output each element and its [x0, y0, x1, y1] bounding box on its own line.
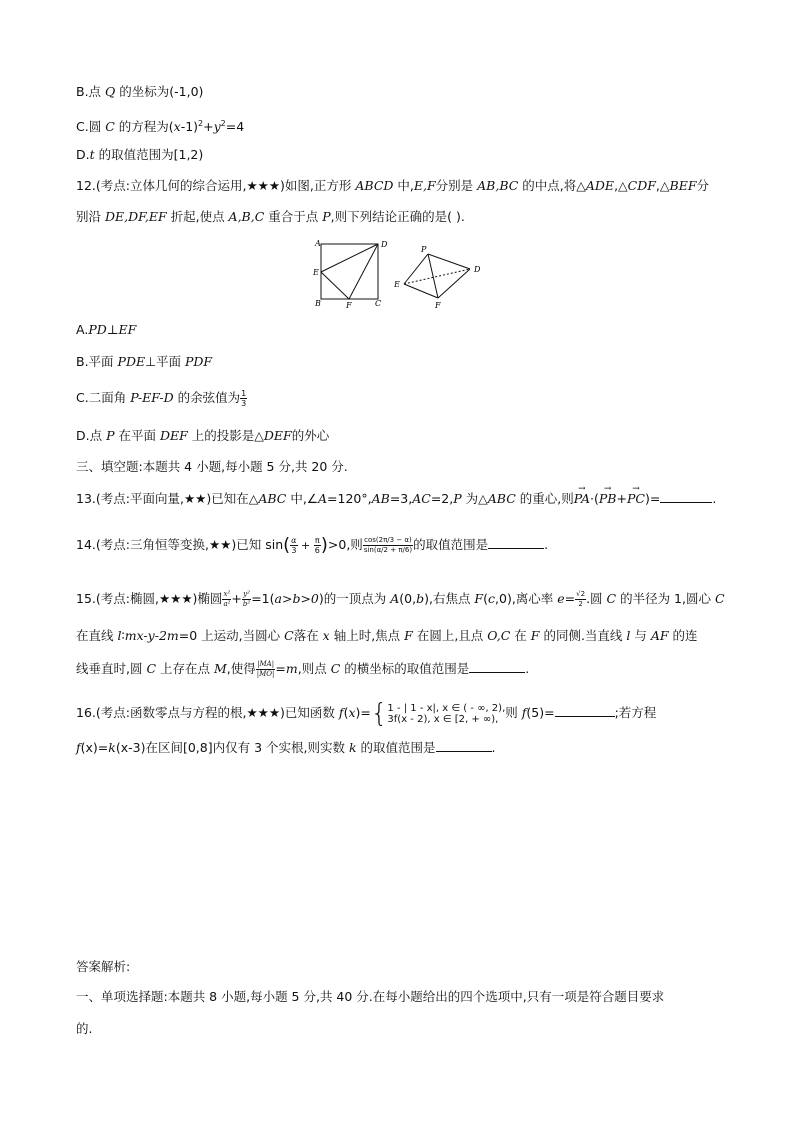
label-e2: E [394, 280, 400, 289]
label-f1: F [346, 301, 352, 310]
segment-fd2 [438, 269, 470, 298]
label-c: C [375, 299, 382, 308]
q15-line3: 线垂直时,圆 C 上存在点 M,使得 $\frac{|MA|}{|MO|}$ =m,则点 C 的横坐标的取值范围是 . [76, 660, 530, 678]
q12-option-c: C.二面角 P-EF-D 的余弦值为 $\frac{1}{3}$ [76, 389, 247, 408]
label-e1: E [313, 268, 319, 277]
piecewise-cases: 1 - | 1 - x|, x ∈ ( - ∞, 2), 3f(x - 2), x ∈ [2, + ∞), [387, 702, 506, 725]
q12-option-d: D.点 P 在平面 DEF 上的投影是△DEF的外心 [76, 428, 330, 443]
label-f2: F [435, 301, 441, 310]
label-p: P [421, 245, 427, 254]
q15-line2: 在直线 l∶mx-y-2m=0 上运动,当圆心 C落在 x 轴上时,焦点 F 在圆上,且点 O,C 在 F 的同侧.当直线 l 与 AF 的连 [76, 628, 698, 643]
q11-option-c: C.圆 C 的方程为$(x-1)^2+y^2=4$ [76, 119, 245, 135]
q15-line1: 15.(考点:椭圆,★★★)椭圆 $\frac{\text{x²}}{\text{a²}}$ + $\frac{\text{y²}}{\text{b²}}$ =1(a>b>0)的一顶点为 A(0,b),右焦点 F(c,0),离心率 e= $\frac{√2}{2}$ .圆 C 的半径为 1,圆心 C [76, 590, 725, 608]
q12-option-a: A.PD⊥EF [76, 322, 137, 337]
q12-stem-line1: 12.(考点:立体几何的综合运用,★★★)如图,正方形 ABCD 中,E,F分别是 AB,BC 的中点,将△ADE,△CDF,△BEF分 [76, 178, 710, 193]
q16-answer-blank-2[interactable] [436, 739, 492, 752]
q14: 14.(考点:三角恒等变换,★★)已知 sin( $\frac{\alpha}{3}$ + $\frac{\pi}{6}$ )>0,则 $\frac{\cos(2\pi/3 - \alpha)}{\sin(\alpha/2 + \pi/6)}$ 的取值范围是 . [76, 534, 549, 556]
segment-pf [428, 254, 438, 298]
fraction-one-third: $\frac{1}{3}$ [241, 389, 247, 408]
label-b: B [315, 299, 321, 308]
q16-answer-blank-1[interactable] [555, 704, 615, 717]
segment-ef2 [404, 284, 438, 298]
section-1-line2: 的. [76, 1021, 93, 1036]
q11-option-d: D.t 的取值范围为[1,2) [76, 147, 204, 162]
q12-figure [308, 236, 488, 312]
q15-answer-blank[interactable] [469, 660, 525, 673]
q16-line1: 16.(考点:函数零点与方程的根,★★★)已知函数 f(x)={ 1 - | 1 - x|, x ∈ ( - ∞, 2), 3f(x - 2), x ∈ [2, + ∞), 则 f(5)= ;若方程 [76, 698, 657, 729]
square-abcd [321, 244, 378, 299]
section-1-line1: 一、单项选择题:本题共 8 小题,每小题 5 分,共 40 分.在每小题给出的四个选项中,只有一项是符合题目要求 [76, 989, 665, 1004]
label-d2: D [474, 265, 481, 274]
label-a: A [315, 239, 321, 248]
segment-ef [321, 272, 349, 299]
answer-title: 答案解析: [76, 959, 131, 974]
q14-answer-blank[interactable] [488, 536, 544, 549]
segment-ed [321, 244, 378, 272]
segment-fd [349, 244, 378, 299]
q13: 13.(考点:平面向量,★★)已知在△ABC 中,∠A=120°,AB=3,AC=2,P 为△ABC 的重心,则→ PA·(→ PB+→ PC)= . [76, 490, 716, 508]
q11-option-b: B.点 Q 的坐标为(-1,0) [76, 84, 204, 99]
q12-stem-line2: 别沿 DE,DF,EF 折起,使点 A,B,C 重合于点 P,则下列结论正确的是( ). [76, 209, 465, 224]
label-d1: D [381, 240, 388, 249]
q16-line2: f(x)=k(x-3)在区间[0,8]内仅有 3 个实根,则实数 k 的取值范围是 . [76, 740, 496, 755]
q14-fraction: $\frac{\cos(2\pi/3 - \alpha)}{\sin(\alpha/2 + \pi/6)}$ [363, 536, 413, 554]
segment-pd [428, 254, 470, 269]
section-3-heading: 三、填空题:本题共 4 小题,每小题 5 分,共 20 分. [76, 459, 348, 474]
q12-option-b: B.平面 PDE⊥平面 PDF [76, 354, 213, 369]
q13-answer-blank[interactable] [660, 490, 712, 503]
